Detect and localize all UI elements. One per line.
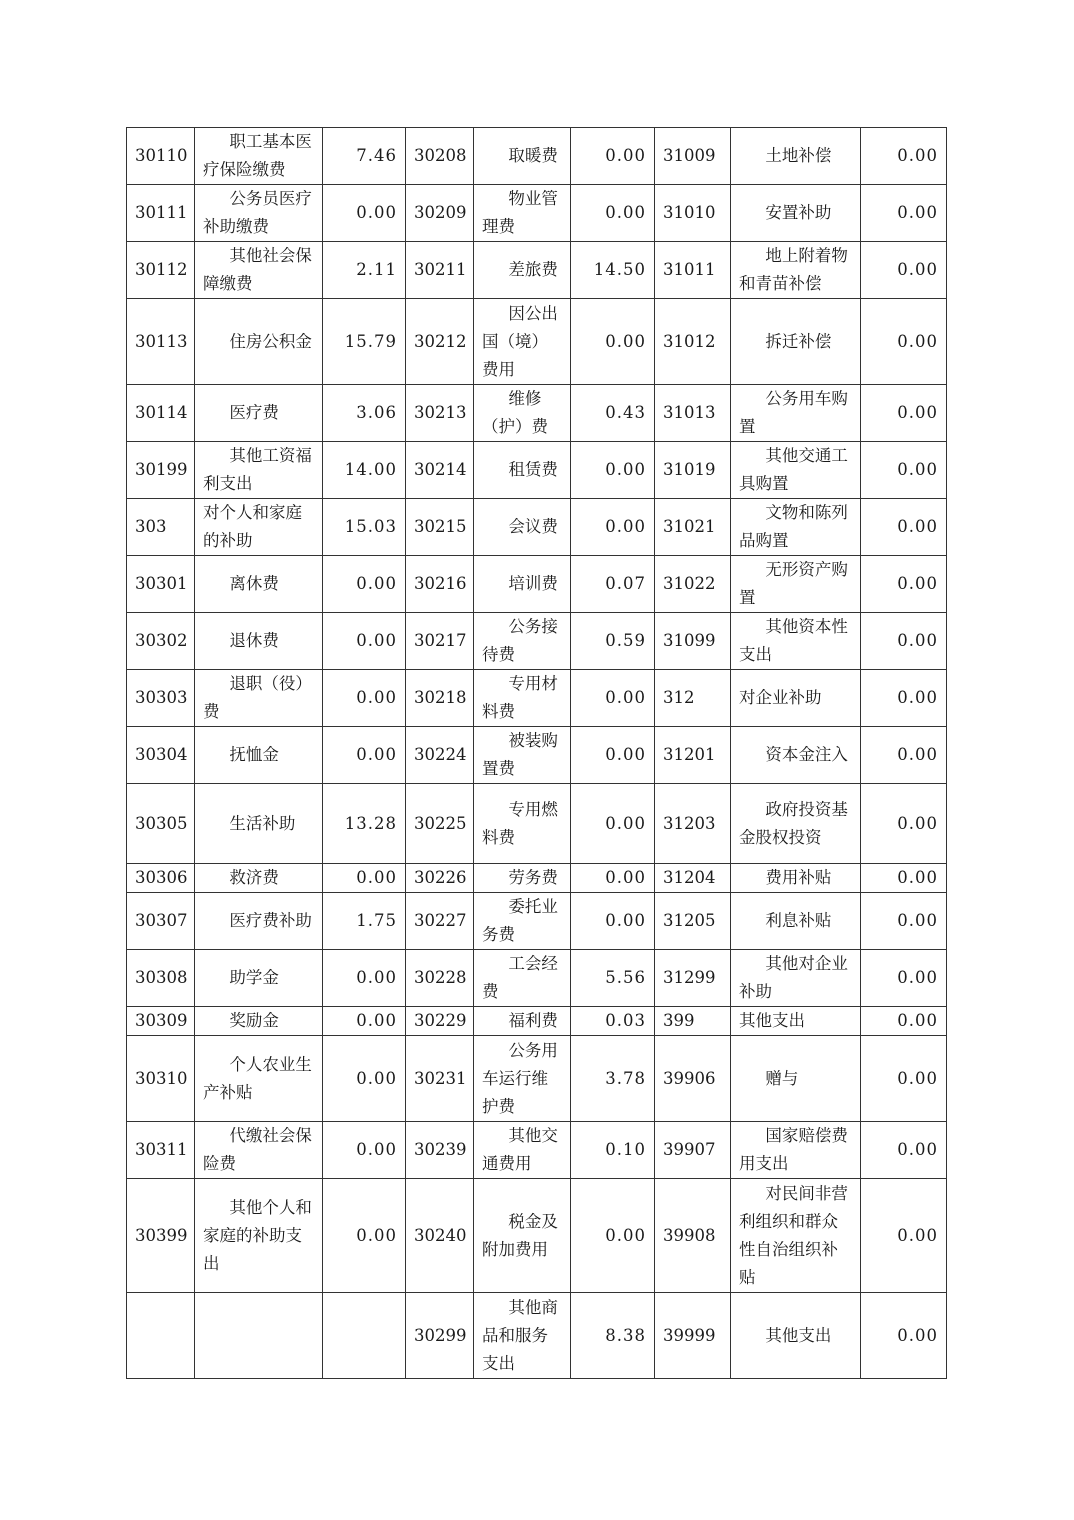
amount-cell: 14.00 (323, 442, 406, 499)
account-name-text: 会议费 (508, 517, 558, 536)
account-code-cell: 30224 (406, 727, 474, 784)
account-code-cell: 30239 (406, 1122, 474, 1179)
amount-cell: 0.00 (571, 185, 655, 242)
amount-cell: 0.00 (861, 1036, 947, 1122)
account-code-cell: 31013 (655, 385, 731, 442)
account-code-cell: 31012 (655, 299, 731, 385)
amount-cell: 0.00 (861, 299, 947, 385)
account-code-cell: 30213 (406, 385, 474, 442)
amount-cell: 0.00 (861, 864, 947, 893)
amount-cell: 0.00 (861, 784, 947, 864)
account-code-cell: 399 (655, 1007, 731, 1036)
account-name-cell (195, 1293, 323, 1379)
account-name-cell (474, 1122, 571, 1179)
account-name-cell (731, 1036, 861, 1122)
account-code-cell: 30311 (127, 1122, 195, 1179)
amount-cell: 0.00 (323, 864, 406, 893)
amount-cell: 0.43 (571, 385, 655, 442)
account-name-cell (474, 1007, 571, 1036)
table-row (127, 556, 947, 613)
account-name-cell (731, 1007, 861, 1036)
amount-cell: 0.00 (571, 670, 655, 727)
expenditure-table (126, 127, 947, 1379)
amount-cell: 0.00 (861, 128, 947, 185)
account-name-text: 个人农业生 产补贴 (203, 1054, 312, 1102)
account-name-text: 赠与 (765, 1068, 799, 1088)
account-name-text: 其他工资福 利支出 (203, 446, 312, 493)
account-name-text: 资本金注入 (765, 745, 848, 764)
account-name-text: 生活补助 (229, 813, 296, 833)
account-name-text: 住房公积金 (229, 331, 312, 351)
account-name-cell (731, 727, 861, 784)
amount-cell: 0.00 (861, 499, 947, 556)
table-row (127, 864, 947, 893)
account-name-text: 公务用车购 置 (739, 389, 848, 436)
account-name-cell (195, 784, 323, 864)
account-name-text: 被装购 置费 (482, 731, 558, 778)
account-name-text: 专用材 料费 (482, 674, 558, 721)
account-code-cell: 30240 (406, 1179, 474, 1293)
account-code-cell: 30215 (406, 499, 474, 556)
account-code-cell: 312 (655, 670, 731, 727)
account-code-cell: 30308 (127, 950, 195, 1007)
table-row (127, 185, 947, 242)
account-code-cell: 30214 (406, 442, 474, 499)
amount-cell: 0.00 (323, 670, 406, 727)
account-name-text: 其他对企业 补助 (739, 954, 848, 1001)
amount-cell: 0.00 (861, 385, 947, 442)
account-name-text: 助学金 (229, 968, 279, 987)
amount-cell: 0.00 (323, 1179, 406, 1293)
account-name-text: 因公出 国（境） 费用 (482, 303, 558, 379)
amount-cell: 0.03 (571, 1007, 655, 1036)
account-name-text: 公务员医疗 补助缴费 (203, 189, 312, 236)
table-row (127, 499, 947, 556)
account-code-cell: 30211 (406, 242, 474, 299)
account-code-cell: 30113 (127, 299, 195, 385)
account-name-text: 奖励金 (229, 1011, 279, 1030)
account-name-cell (195, 242, 323, 299)
account-name-text: 其他个人和 家庭的补助支 出 (203, 1197, 312, 1273)
account-name-cell (195, 1122, 323, 1179)
amount-cell: 0.00 (861, 893, 947, 950)
account-name-cell (195, 893, 323, 950)
account-name-cell (195, 1036, 323, 1122)
amount-cell: 0.00 (571, 1179, 655, 1293)
account-code-cell: 31299 (655, 950, 731, 1007)
account-code-cell: 30212 (406, 299, 474, 385)
account-code-cell: 31201 (655, 727, 731, 784)
account-name-cell (195, 1179, 323, 1293)
account-name-text: 费用补贴 (765, 868, 832, 887)
account-code-cell: 39906 (655, 1036, 731, 1122)
account-code-cell: 30228 (406, 950, 474, 1007)
account-name-cell (731, 242, 861, 299)
amount-cell: 0.00 (323, 1036, 406, 1122)
account-name-text: 代缴社会保 险费 (203, 1126, 312, 1173)
table-row (127, 950, 947, 1007)
account-name-text: 安置补助 (765, 203, 832, 222)
account-code-cell: 30302 (127, 613, 195, 670)
account-name-cell (731, 864, 861, 893)
account-name-text: 公务用 车运行维 护费 (482, 1040, 558, 1116)
account-name-cell (731, 185, 861, 242)
account-name-text: 福利费 (508, 1011, 558, 1030)
amount-cell: 15.03 (323, 499, 406, 556)
amount-cell: 0.00 (861, 950, 947, 1007)
account-name-cell (474, 299, 571, 385)
account-name-text: 其他商 品和服务 支出 (482, 1297, 558, 1373)
account-name-cell (195, 556, 323, 613)
account-code-cell: 30216 (406, 556, 474, 613)
account-name-text: 差旅费 (508, 260, 558, 279)
amount-cell: 0.00 (861, 727, 947, 784)
table-row (127, 299, 947, 385)
amount-cell: 5.56 (571, 950, 655, 1007)
amount-cell: 0.00 (571, 128, 655, 185)
account-code-cell: 39907 (655, 1122, 731, 1179)
account-code-cell: 30199 (127, 442, 195, 499)
account-name-text: 物业管 理费 (482, 189, 558, 236)
account-name-text: 文物和陈列 品购置 (739, 503, 848, 550)
account-code-cell: 31009 (655, 128, 731, 185)
amount-cell: 7.46 (323, 128, 406, 185)
amount-cell: 0.00 (323, 727, 406, 784)
account-name-text: 维修 （护）费 (482, 389, 548, 436)
table-body (127, 128, 947, 1379)
account-name-text: 拆迁补偿 (765, 331, 832, 351)
account-name-cell (195, 299, 323, 385)
account-name-text: 抚恤金 (229, 745, 279, 764)
account-code-cell: 31022 (655, 556, 731, 613)
account-name-cell (474, 784, 571, 864)
amount-cell: 0.00 (571, 727, 655, 784)
account-code-cell: 30304 (127, 727, 195, 784)
account-name-cell (195, 1007, 323, 1036)
account-code-cell: 30299 (406, 1293, 474, 1379)
account-name-cell (731, 299, 861, 385)
account-name-cell (474, 670, 571, 727)
account-name-cell (195, 128, 323, 185)
account-code-cell: 30226 (406, 864, 474, 893)
account-code-cell: 30114 (127, 385, 195, 442)
account-name-cell (195, 613, 323, 670)
amount-cell: 0.00 (323, 1007, 406, 1036)
table-row (127, 385, 947, 442)
account-name-cell (195, 670, 323, 727)
account-name-text: 其他资本性 支出 (739, 617, 848, 664)
account-name-text: 无形资产购 置 (739, 560, 848, 607)
account-name-cell (474, 556, 571, 613)
account-name-text: 公务接 待费 (482, 617, 558, 664)
account-name-cell (731, 128, 861, 185)
amount-cell (323, 1293, 406, 1379)
account-name-text: 对企业补助 (739, 688, 822, 707)
amount-cell: 8.38 (571, 1293, 655, 1379)
account-name-cell (195, 950, 323, 1007)
account-code-cell: 31205 (655, 893, 731, 950)
table-row (127, 1179, 947, 1293)
account-name-cell (731, 893, 861, 950)
account-name-text: 其他交 通费用 (482, 1126, 558, 1173)
account-name-text: 职工基本医 疗保险缴费 (203, 132, 312, 179)
amount-cell: 0.00 (323, 556, 406, 613)
amount-cell: 0.00 (861, 1293, 947, 1379)
account-code-cell (127, 1293, 195, 1379)
account-name-cell (474, 950, 571, 1007)
table-row (127, 1122, 947, 1179)
account-name-cell (474, 727, 571, 784)
amount-cell: 0.00 (861, 556, 947, 613)
account-name-cell (731, 1293, 861, 1379)
account-code-cell: 30217 (406, 613, 474, 670)
account-code-cell: 30229 (406, 1007, 474, 1036)
account-name-cell (195, 385, 323, 442)
amount-cell: 0.00 (571, 499, 655, 556)
account-code-cell: 30303 (127, 670, 195, 727)
account-code-cell: 31099 (655, 613, 731, 670)
account-name-cell (731, 613, 861, 670)
account-name-cell (731, 670, 861, 727)
account-code-cell: 30307 (127, 893, 195, 950)
account-name-text: 专用燃 料费 (482, 799, 558, 847)
account-code-cell: 303 (127, 499, 195, 556)
account-name-text: 土地补偿 (765, 146, 832, 165)
table-row (127, 242, 947, 299)
amount-cell: 0.00 (861, 185, 947, 242)
amount-cell: 3.78 (571, 1036, 655, 1122)
account-name-text: 地上附着物 和青苗补偿 (739, 246, 848, 293)
account-code-cell: 30111 (127, 185, 195, 242)
account-name-text: 医疗费 (229, 403, 279, 422)
account-code-cell: 30306 (127, 864, 195, 893)
account-name-text: 退职（役） 费 (203, 674, 312, 721)
account-code-cell: 39908 (655, 1179, 731, 1293)
account-name-text: 委托业 务费 (482, 897, 558, 944)
table-row (127, 1036, 947, 1122)
amount-cell: 0.00 (323, 1122, 406, 1179)
account-code-cell: 30231 (406, 1036, 474, 1122)
account-name-cell (474, 1179, 571, 1293)
account-code-cell: 30112 (127, 242, 195, 299)
account-name-cell (731, 499, 861, 556)
account-code-cell: 31019 (655, 442, 731, 499)
account-code-cell: 39999 (655, 1293, 731, 1379)
amount-cell: 2.11 (323, 242, 406, 299)
account-name-cell (474, 893, 571, 950)
amount-cell: 1.75 (323, 893, 406, 950)
amount-cell: 0.59 (571, 613, 655, 670)
account-name-cell (474, 185, 571, 242)
account-name-text: 其他支出 (739, 1011, 805, 1030)
account-name-cell (474, 1293, 571, 1379)
account-name-cell (474, 499, 571, 556)
account-code-cell: 30227 (406, 893, 474, 950)
account-name-text: 政府投资基 金股权投资 (739, 799, 848, 847)
amount-cell: 0.07 (571, 556, 655, 613)
table-row (127, 128, 947, 185)
account-name-cell (474, 442, 571, 499)
account-name-cell (731, 556, 861, 613)
account-name-text: 其他社会保 障缴费 (203, 246, 312, 293)
account-name-cell (731, 950, 861, 1007)
amount-cell: 0.00 (861, 1007, 947, 1036)
table-row (127, 670, 947, 727)
account-name-cell (474, 242, 571, 299)
amount-cell: 0.00 (571, 864, 655, 893)
amount-cell: 0.00 (861, 1179, 947, 1293)
amount-cell: 0.00 (861, 442, 947, 499)
amount-cell: 0.00 (571, 442, 655, 499)
table-row (127, 1293, 947, 1379)
account-code-cell: 30208 (406, 128, 474, 185)
account-name-cell (474, 128, 571, 185)
account-name-text: 国家赔偿费 用支出 (739, 1126, 848, 1173)
account-name-cell (195, 442, 323, 499)
table-row (127, 1007, 947, 1036)
account-name-cell (731, 1122, 861, 1179)
account-name-cell (195, 727, 323, 784)
table-row (127, 442, 947, 499)
account-code-cell: 30301 (127, 556, 195, 613)
account-name-text: 劳务费 (508, 868, 558, 887)
account-name-text: 离休费 (229, 574, 279, 593)
account-code-cell: 30209 (406, 185, 474, 242)
account-code-cell: 30110 (127, 128, 195, 185)
amount-cell: 0.00 (861, 242, 947, 299)
account-code-cell: 31204 (655, 864, 731, 893)
account-name-cell (474, 385, 571, 442)
account-name-text: 税金及 附加费用 (482, 1211, 558, 1259)
account-name-cell (731, 385, 861, 442)
account-name-text: 其他交通工 具购置 (739, 446, 848, 493)
table-row (127, 727, 947, 784)
account-name-text: 其他支出 (765, 1325, 832, 1345)
account-code-cell: 30309 (127, 1007, 195, 1036)
table-row (127, 784, 947, 864)
amount-cell: 0.00 (571, 893, 655, 950)
amount-cell: 3.06 (323, 385, 406, 442)
table-row (127, 893, 947, 950)
account-code-cell: 31203 (655, 784, 731, 864)
amount-cell: 0.00 (861, 1122, 947, 1179)
table-row (127, 613, 947, 670)
account-name-cell (474, 864, 571, 893)
amount-cell: 0.00 (323, 950, 406, 1007)
account-name-cell (195, 185, 323, 242)
account-name-text: 取暖费 (508, 146, 558, 165)
account-name-cell (474, 1036, 571, 1122)
amount-cell: 0.00 (323, 185, 406, 242)
account-code-cell: 30399 (127, 1179, 195, 1293)
account-name-cell (731, 784, 861, 864)
account-code-cell: 30305 (127, 784, 195, 864)
amount-cell: 0.00 (571, 299, 655, 385)
amount-cell: 14.50 (571, 242, 655, 299)
amount-cell: 0.00 (323, 613, 406, 670)
account-code-cell: 30310 (127, 1036, 195, 1122)
account-code-cell: 30225 (406, 784, 474, 864)
account-name-cell (195, 499, 323, 556)
account-name-text: 培训费 (508, 574, 558, 593)
account-code-cell: 31021 (655, 499, 731, 556)
account-name-cell (731, 442, 861, 499)
account-name-text: 退休费 (229, 631, 279, 650)
account-code-cell: 31011 (655, 242, 731, 299)
account-name-text: 医疗费补助 (229, 911, 312, 930)
account-name-cell (195, 864, 323, 893)
account-code-cell: 30218 (406, 670, 474, 727)
account-name-text: 租赁费 (508, 460, 558, 479)
account-name-text: 对民间非营 利组织和群众 性自治组织补 贴 (739, 1183, 848, 1287)
account-name-text: 救济费 (229, 868, 279, 887)
account-name-cell (731, 1179, 861, 1293)
amount-cell: 0.00 (571, 784, 655, 864)
amount-cell: 15.79 (323, 299, 406, 385)
amount-cell: 0.00 (861, 670, 947, 727)
account-name-text: 工会经 费 (482, 954, 558, 1001)
amount-cell: 13.28 (323, 784, 406, 864)
amount-cell: 0.00 (861, 613, 947, 670)
account-name-cell (474, 613, 571, 670)
account-name-text: 利息补贴 (765, 911, 832, 930)
account-name-text: 对个人和家庭 的补助 (203, 503, 302, 550)
amount-cell: 0.10 (571, 1122, 655, 1179)
account-code-cell: 31010 (655, 185, 731, 242)
